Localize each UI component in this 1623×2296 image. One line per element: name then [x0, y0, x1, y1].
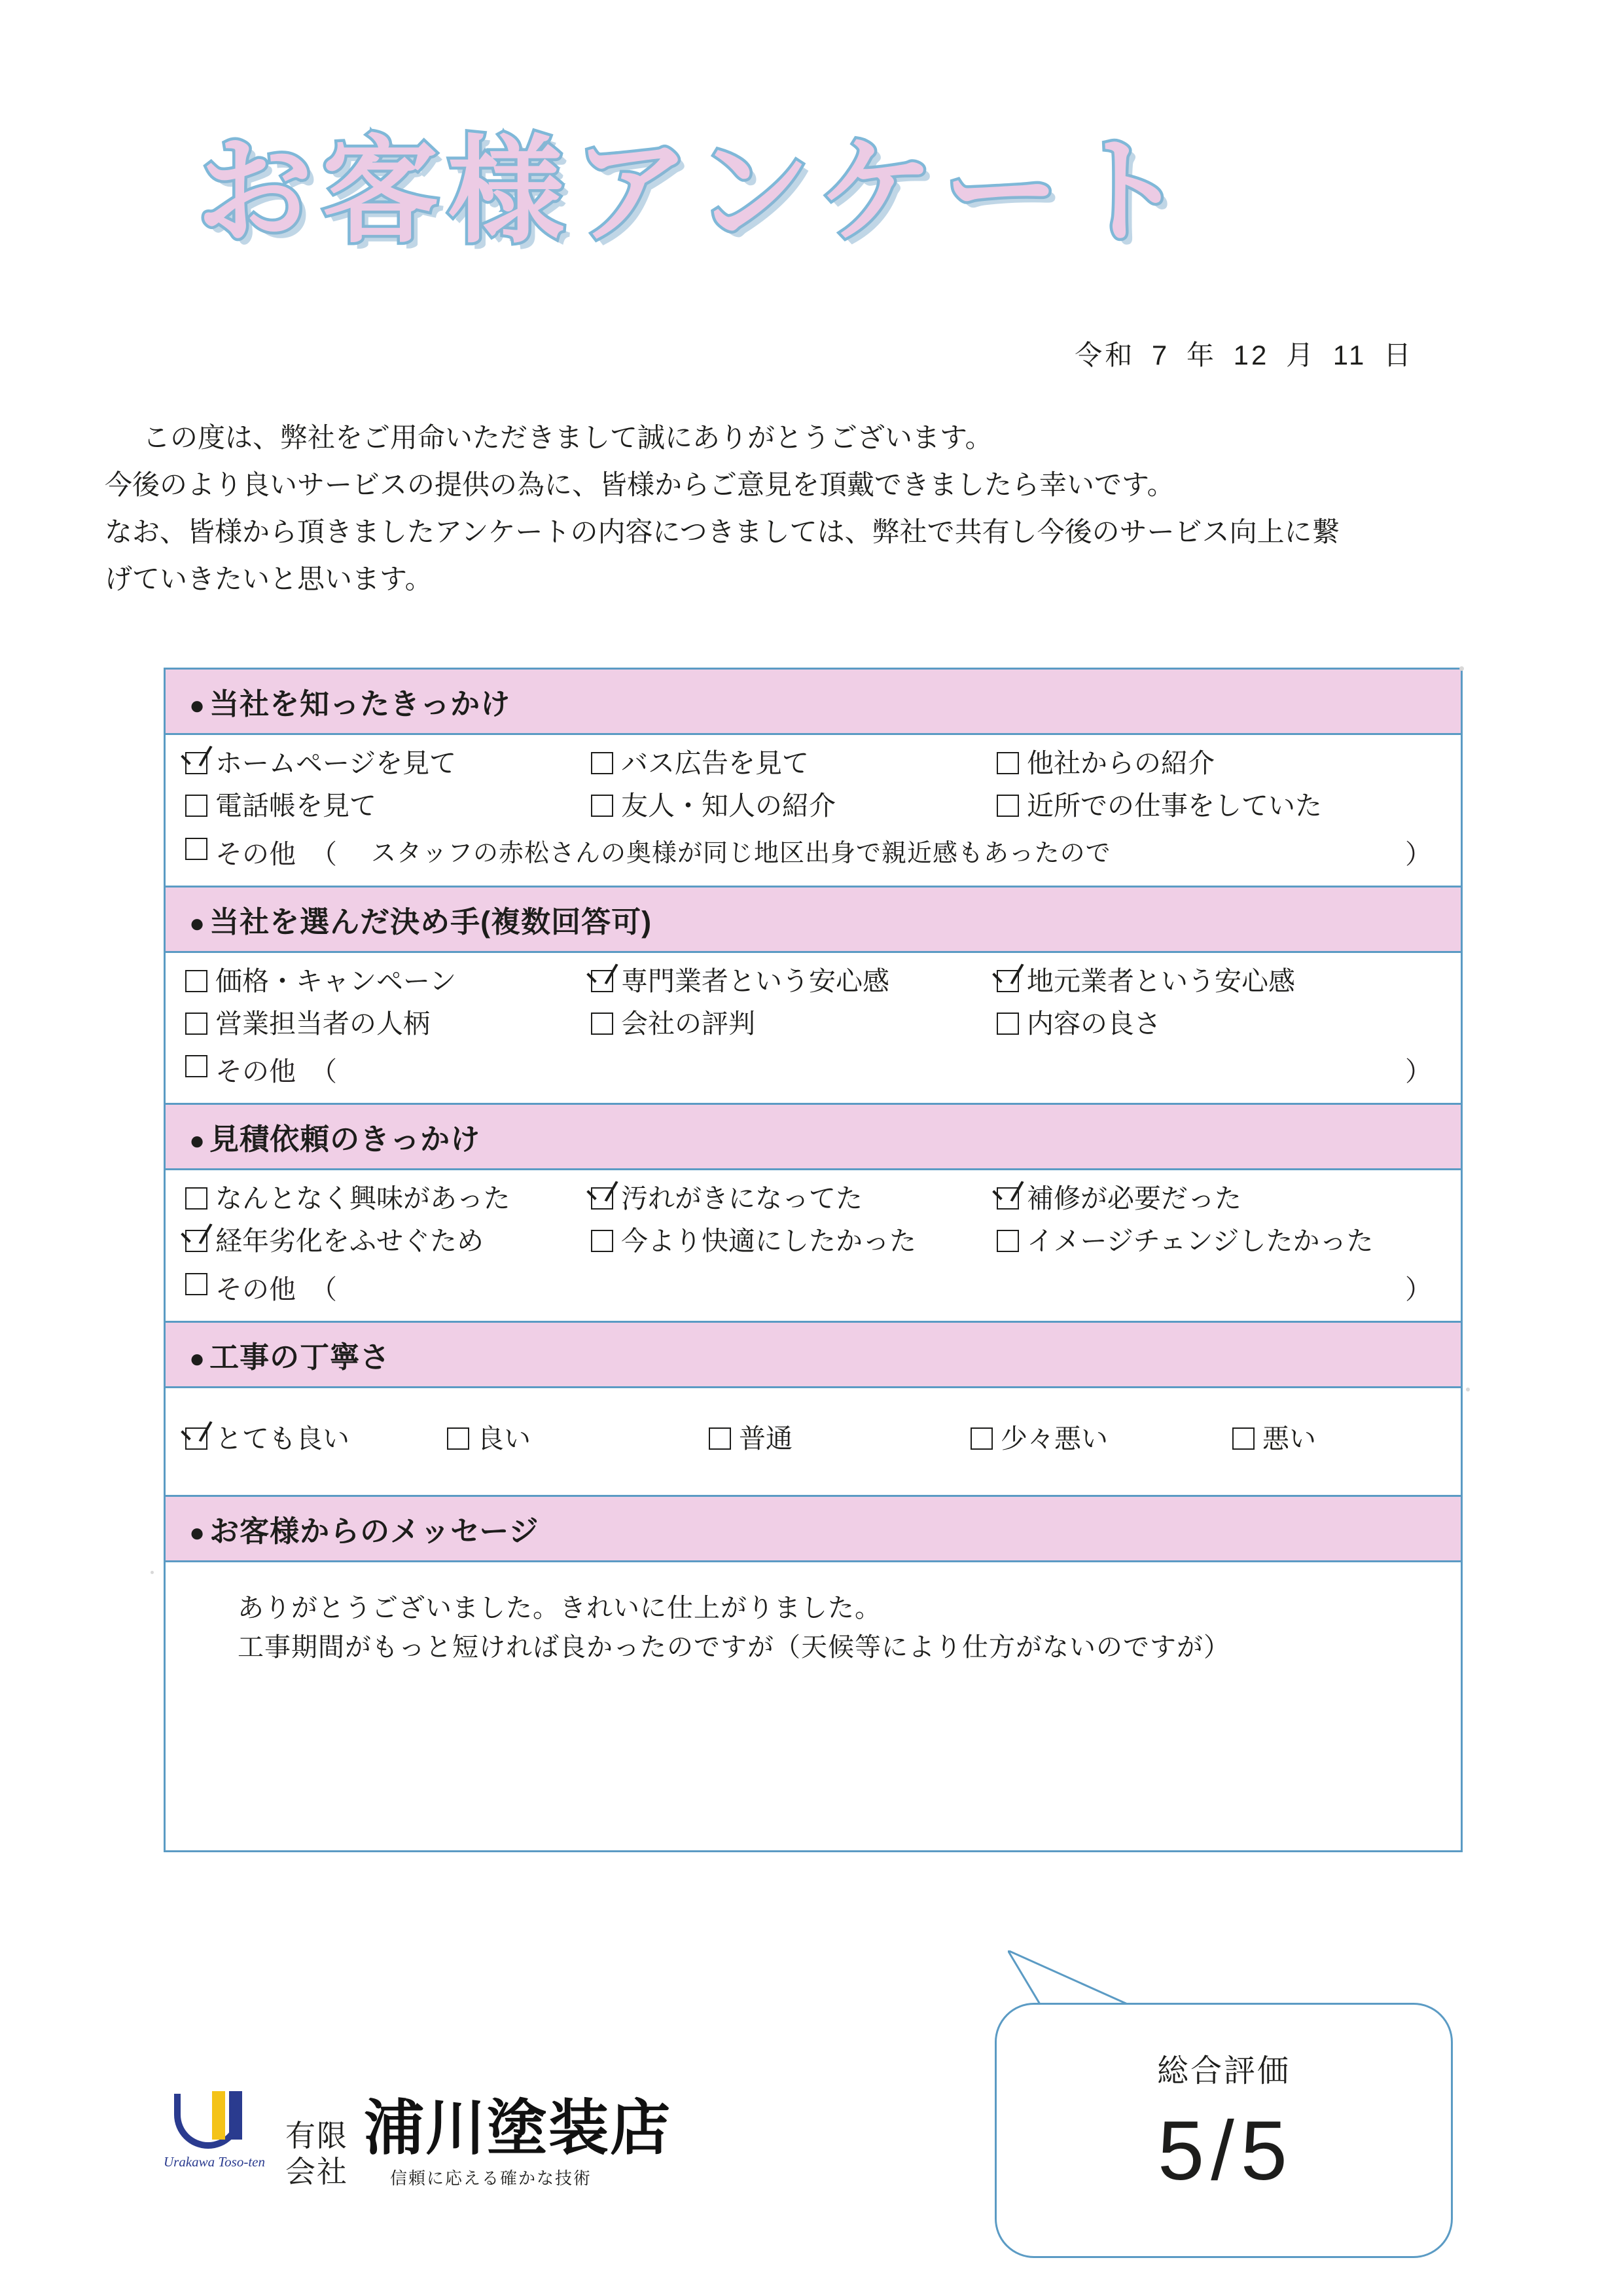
paren-open: （ [310, 838, 337, 869]
section-body-workmanship [166, 1388, 1461, 1497]
checkbox-option[interactable] [591, 789, 997, 823]
overall-rating-score [997, 2103, 1451, 2199]
checkbox-label: 地元業者という安心感 [1027, 965, 1295, 996]
date-line [1075, 334, 1414, 373]
checkbox-option[interactable] [591, 1225, 997, 1258]
message-line: 工事期間がもっと短ければ良かったのですが（天候等により仕方がないのですが） [238, 1632, 1230, 1662]
intro-paragraph [105, 416, 1531, 604]
checkbox-label: 補修が必要だった [1027, 1183, 1241, 1213]
company-type-line-2: 会社 [285, 2154, 348, 2189]
option-row [185, 1182, 1441, 1215]
option-row [185, 747, 1441, 780]
company-type-line-1: 有限 [285, 2119, 348, 2153]
section-body-estimate-trigger [166, 1170, 1461, 1323]
other-option-row[interactable] [185, 833, 1441, 871]
paren-close: ） [1405, 838, 1432, 869]
section-title: 工事の丁寧さ [209, 1340, 391, 1374]
section-header-message [166, 1497, 1461, 1562]
survey-form [164, 668, 1463, 1852]
checkbox-label: 近所での仕事をしていた [1027, 791, 1322, 821]
company-name: 浦川塗装店 [364, 2093, 672, 2163]
bullet-icon: ● [189, 1344, 206, 1373]
date-month: 12 [1233, 340, 1270, 370]
rating-option[interactable] [971, 1422, 1232, 1456]
section-body-how-found [166, 735, 1461, 888]
checkbox-icon[interactable] [185, 1187, 207, 1210]
date-month-unit: 月 [1286, 340, 1317, 370]
paren-close: ） [1405, 1274, 1432, 1304]
checkbox-option-other[interactable] [185, 833, 337, 871]
logo-subtext: Urakawa Toso-ten [164, 2154, 265, 2170]
checkbox-option[interactable] [185, 1225, 591, 1258]
checkbox-icon[interactable] [185, 795, 207, 817]
checkbox-icon[interactable] [591, 1013, 613, 1035]
checkbox-option[interactable] [997, 789, 1416, 823]
checkbox-icon[interactable] [997, 795, 1019, 817]
checkbox-icon[interactable] [185, 838, 207, 860]
rating-option[interactable] [447, 1422, 709, 1456]
score-value: 5 [1158, 2104, 1207, 2198]
checkbox-icon[interactable] [971, 1427, 993, 1450]
checkbox-option[interactable] [185, 747, 591, 780]
section-header-workmanship [166, 1323, 1461, 1388]
date-day-unit: 日 [1383, 340, 1414, 370]
option-row [185, 965, 1441, 998]
checkbox-option[interactable] [591, 1182, 997, 1215]
overall-rating-callout [995, 2003, 1453, 2258]
scan-speck [151, 1571, 154, 1574]
checkbox-label: 内容の良さ [1027, 1008, 1161, 1039]
checkbox-option[interactable] [997, 1007, 1416, 1041]
checkbox-label: 専門業者という安心感 [621, 965, 889, 996]
checkbox-label: 悪い [1262, 1423, 1316, 1454]
section-title: お客様からのメッセージ [209, 1514, 539, 1548]
checkbox-option[interactable] [591, 1007, 997, 1041]
date-year-unit: 年 [1186, 340, 1217, 370]
section-title: 当社を選んだ決め手(複数回答可) [209, 905, 652, 939]
checkbox-label: 良い [477, 1423, 531, 1454]
checkbox-icon[interactable] [185, 1013, 207, 1035]
intro-line-4: げていきたいと思います。 [105, 564, 433, 595]
checkbox-icon[interactable] [709, 1427, 731, 1450]
message-line: ありがとうございました。きれいに仕上がりました。 [238, 1592, 882, 1623]
checkbox-label: バス広告を見て [621, 748, 809, 778]
option-row [185, 1007, 1441, 1041]
checkbox-icon[interactable] [185, 1055, 207, 1077]
checkbox-icon[interactable] [591, 795, 613, 817]
other-option-row[interactable] [185, 1050, 1441, 1088]
section-title: 見積依頼のきっかけ [209, 1122, 481, 1156]
checkbox-label: 他社からの紹介 [1027, 748, 1215, 778]
checkbox-icon[interactable] [185, 1230, 207, 1252]
checkbox-icon[interactable] [185, 752, 207, 774]
rating-option[interactable] [1232, 1422, 1363, 1456]
checkbox-option[interactable] [997, 1182, 1416, 1215]
rating-row [185, 1400, 1441, 1480]
checkbox-label: 価格・キャンペーン [215, 965, 457, 996]
checkbox-option[interactable] [185, 1007, 591, 1041]
checkbox-option[interactable] [997, 747, 1416, 780]
checkbox-label: なんとなく興味があった [215, 1183, 510, 1213]
checkbox-icon[interactable] [591, 970, 613, 992]
bullet-icon: ● [189, 1126, 206, 1155]
logo-bar-yellow [212, 2091, 225, 2140]
checkbox-icon[interactable] [997, 970, 1019, 992]
checkbox-label: 会社の評判 [621, 1008, 755, 1039]
checkbox-label: その他 [215, 838, 296, 869]
logo-bar-blue [229, 2091, 242, 2140]
checkbox-label: 今より快適にしたかった [621, 1226, 916, 1257]
checkbox-option[interactable] [185, 965, 591, 998]
checkbox-option[interactable] [591, 747, 997, 780]
checkbox-label: 汚れがきになってた [621, 1183, 863, 1213]
checkbox-icon[interactable] [997, 1187, 1019, 1210]
checkbox-icon[interactable] [185, 970, 207, 992]
paren-open: （ [310, 1274, 337, 1304]
option-row [185, 789, 1441, 823]
intro-line-1: この度は、弊社をご用命いただきまして誠にありがとうございます。 [143, 422, 993, 453]
checkbox-icon[interactable] [997, 752, 1019, 774]
checkbox-icon[interactable] [591, 752, 613, 774]
message-area[interactable] [166, 1562, 1461, 1850]
checkbox-label: 電話帳を見て [215, 791, 376, 821]
company-slogan: 信頼に応える確かな技術 [390, 2169, 592, 2188]
checkbox-icon[interactable] [185, 1273, 207, 1295]
paren-close: ） [1405, 1056, 1432, 1086]
rating-option[interactable] [185, 1422, 447, 1456]
company-type [285, 2118, 348, 2189]
date-year: 7 [1151, 340, 1170, 370]
paren-open: （ [310, 1056, 337, 1086]
checkbox-option[interactable] [185, 1182, 591, 1215]
bullet-icon: ● [189, 908, 206, 938]
checkbox-option[interactable] [997, 1225, 1416, 1258]
checkbox-label: イメージチェンジしたかった [1027, 1226, 1374, 1257]
score-max: 5 [1240, 2104, 1290, 2198]
other-handwritten-answer: スタッフの赤松さんの奥様が同じ地区出身で親近感もあったので [371, 839, 1111, 867]
checkbox-label: その他 [215, 1274, 296, 1304]
scan-speck [1466, 1388, 1470, 1391]
rating-option[interactable] [709, 1422, 971, 1456]
intro-line-3: なお、皆様から頂きましたアンケートの内容につきましては、弊社で共有し今後のサービス向上に繋 [105, 516, 1340, 548]
checkbox-label: その他 [215, 1056, 296, 1086]
checkbox-label: とても良い [215, 1423, 349, 1454]
checkbox-icon[interactable] [997, 1230, 1019, 1252]
checkbox-option-other[interactable] [185, 1050, 337, 1088]
section-header-how-found [166, 670, 1461, 735]
other-option-row[interactable] [185, 1268, 1441, 1306]
date-day: 11 [1332, 340, 1367, 370]
checkbox-icon[interactable] [591, 1187, 613, 1210]
checkbox-label: 友人・知人の紹介 [621, 791, 836, 821]
checkbox-icon[interactable] [447, 1427, 469, 1450]
checkbox-label: ホームページを見て [215, 748, 457, 778]
scan-speck [1459, 666, 1464, 671]
checkbox-option[interactable] [185, 789, 591, 823]
intro-line-2: 今後のより良いサービスの提供の為に、皆様からご意見を頂戴できましたら幸いです。 [105, 469, 1175, 501]
date-era: 令和 [1075, 340, 1135, 370]
checkbox-icon[interactable] [997, 1013, 1019, 1035]
checkbox-icon[interactable] [1232, 1427, 1255, 1450]
checkbox-option[interactable] [591, 965, 997, 998]
option-row [185, 1225, 1441, 1258]
section-body-why-chosen [166, 953, 1461, 1105]
checkbox-label: 普通 [739, 1423, 793, 1454]
bullet-icon: ● [189, 1518, 206, 1547]
section-header-estimate-trigger [166, 1105, 1461, 1170]
company-footer [164, 2091, 671, 2189]
checkbox-option-other[interactable] [185, 1268, 337, 1306]
section-header-why-chosen [166, 888, 1461, 953]
checkbox-label: 経年劣化をふせぐため [215, 1226, 484, 1257]
checkbox-icon[interactable] [185, 1427, 207, 1450]
checkbox-label: 少々悪い [1001, 1423, 1108, 1454]
bullet-icon: ● [189, 691, 206, 720]
score-separator: / [1211, 2104, 1237, 2198]
overall-rating-label: 総合評価 [1156, 2054, 1291, 2089]
section-title: 当社を知ったきっかけ [209, 687, 511, 721]
checkbox-label: 営業担当者の人柄 [215, 1008, 430, 1039]
page-title: お客様アンケート [196, 124, 1195, 259]
company-logo-icon [164, 2091, 268, 2189]
checkbox-icon[interactable] [591, 1230, 613, 1252]
checkbox-option[interactable] [997, 965, 1416, 998]
